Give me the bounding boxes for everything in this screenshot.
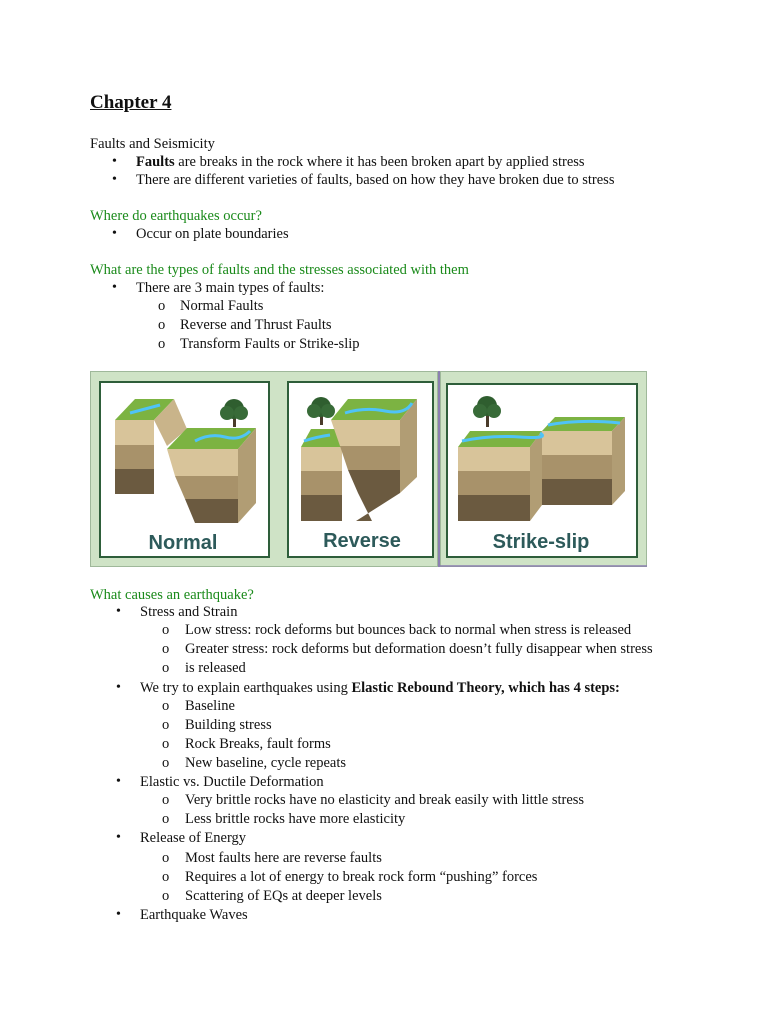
bullet-marker: • [112, 280, 117, 295]
sub-bullet-marker: o [162, 888, 170, 904]
sub-item-reverse: Reverse and Thrust Faults [180, 317, 332, 333]
sub-item-scattering: Scattering of EQs at deeper levels [185, 888, 382, 904]
bullet-marker: • [112, 154, 117, 169]
fault-types-figure [90, 371, 647, 567]
bullet-plate-boundaries: Occur on plate boundaries [136, 226, 289, 242]
sub-bullet-marker: o [162, 792, 170, 808]
sub-item-building-stress: Building stress [185, 717, 272, 733]
sub-bullet-marker: o [162, 660, 170, 676]
bullet-elastic-rebound [140, 679, 620, 697]
chapter-heading: Chapter 4 [90, 92, 172, 113]
bullet-fault-varieties: There are different varieties of faults, based on how they have broken due to stress [136, 172, 615, 188]
bullet-marker: • [112, 226, 117, 241]
question-types: What are the types of faults and the stresses associated with them [90, 262, 469, 278]
sub-bullet-marker: o [162, 811, 170, 827]
sub-item-less-brittle: Less brittle rocks have more elasticity [185, 811, 406, 827]
sub-bullet-marker: o [162, 698, 170, 714]
label-strike-slip: Strike-slip [492, 531, 590, 553]
question-causes: What causes an earthquake? [90, 587, 254, 603]
sub-item-brittle-rocks: Very brittle rocks have no elasticity and break easily with little stress [185, 792, 585, 808]
normal-fault-panel [100, 382, 269, 557]
question-where: Where do earthquakes occur? [90, 208, 262, 224]
bullet-marker: • [116, 604, 121, 619]
label-normal: Normal [148, 532, 218, 554]
sub-bullet-marker: o [158, 336, 166, 352]
sub-bullet-marker: o [162, 755, 170, 771]
bullet-elastic-ductile: Elastic vs. Ductile Deformation [140, 774, 324, 790]
bullet-earthquake-waves: Earthquake Waves [140, 907, 248, 923]
sub-item-low-stress: Low stress: rock deforms but bounces back to normal when stress is released [185, 622, 632, 638]
sub-bullet-marker: o [162, 869, 170, 885]
sub-item-new-baseline: New baseline, cycle repeats [185, 755, 347, 771]
bullet-marker: • [116, 907, 121, 922]
sub-bullet-marker: o [162, 850, 170, 866]
bullet-release-energy: Release of Energy [140, 830, 247, 846]
bullet-marker: • [116, 830, 121, 845]
sub-item-rock-breaks: Rock Breaks, fault forms [185, 736, 331, 752]
sub-item-transform: Transform Faults or Strike-slip [180, 336, 360, 352]
bullet-text: We try to explain earthquakes using [140, 680, 352, 696]
sub-bullet-marker: o [162, 622, 170, 638]
sub-bullet-marker: o [162, 641, 170, 657]
bullet-marker: • [116, 774, 121, 789]
section-title-faults: Faults and Seismicity [90, 136, 215, 152]
bold-term: Faults [136, 154, 175, 170]
sub-item-is-released: is released [185, 660, 246, 676]
bullet-marker: • [112, 172, 117, 187]
label-reverse: Reverse [323, 530, 401, 552]
sub-item-requires-energy: Requires a lot of energy to break rock form “pushing” forces [185, 869, 538, 885]
sub-bullet-marker: o [158, 298, 166, 314]
bold-term: Elastic Rebound Theory, which has 4 steps: [351, 680, 620, 696]
bullet-marker: • [116, 680, 121, 695]
strike-slip-fault-panel [447, 384, 637, 557]
bullet-faults-definition [136, 153, 585, 171]
bullet-stress-strain: Stress and Strain [140, 604, 238, 620]
sub-item-reverse-faults: Most faults here are reverse faults [185, 850, 382, 866]
sub-bullet-marker: o [162, 717, 170, 733]
sub-item-normal: Normal Faults [180, 298, 264, 314]
reverse-fault-panel [288, 382, 433, 557]
sub-item-baseline: Baseline [185, 698, 235, 714]
sub-item-greater-stress: Greater stress: rock deforms but deformation doesn’t fully disappear when stress [185, 641, 653, 657]
sub-bullet-marker: o [162, 736, 170, 752]
bullet-text: are breaks in the rock where it has been broken apart by applied stress [174, 154, 585, 170]
sub-bullet-marker: o [158, 317, 166, 333]
bullet-main-types: There are 3 main types of faults: [136, 280, 325, 296]
